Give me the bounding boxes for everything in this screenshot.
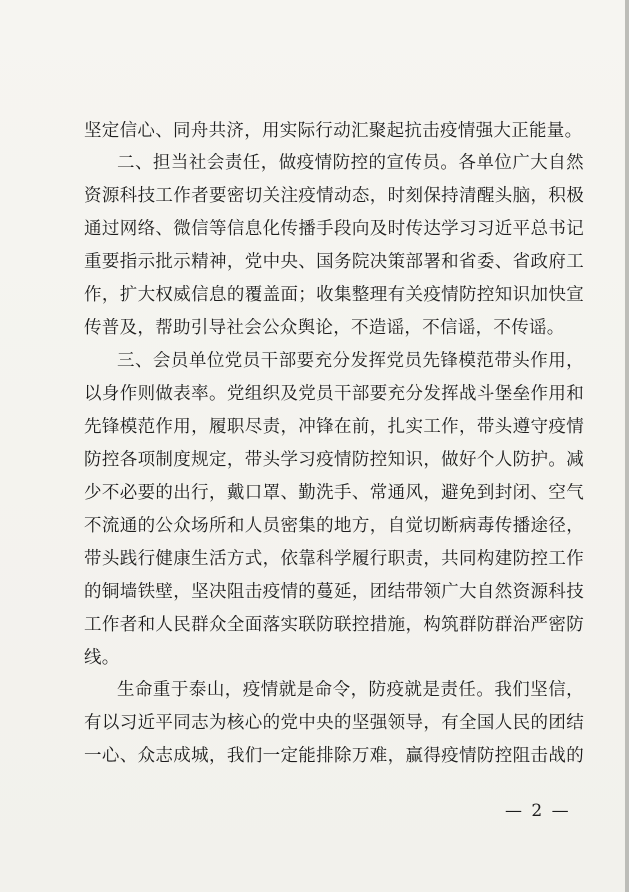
text-line-7: 传普及，帮助引导社会公众舆论，不造谣，不信谣，不传谣。 — [84, 318, 565, 338]
page-number: — 2 — — [505, 801, 571, 821]
text-line-5: 重要指示批示精神，党中央、国务院决策部署和省委、省政府工 — [84, 252, 584, 272]
text-line-11: 防控各项制度规定，带头学习疫情防控知识，做好个人防护。减 — [84, 450, 584, 470]
text-line-17: 线。 — [84, 648, 120, 668]
text-line-19: 有以习近平同志为核心的党中央的坚强领导，有全国人民的团结 — [84, 713, 584, 733]
text-line-12: 少不必要的出行，戴口罩、勤洗手、常通风，避免到封闭、空气 — [84, 483, 584, 503]
text-line-14: 带头践行健康生活方式，依靠科学履行职责，共同构建防控工作 — [84, 549, 584, 569]
text-line-1: 坚定信心、同舟共济，用实际行动汇聚起抗击疫情强大正能量。 — [84, 121, 583, 141]
text-line-2: 二、担当社会责任，做疫情防控的宣传员。各单位广大自然 — [117, 153, 584, 173]
text-line-10: 先锋模范作用，履职尽责，冲锋在前，扎实工作，带头遵守疫情 — [84, 417, 584, 437]
text-line-4: 通过网络、微信等信息化传播手段向及时传达学习习近平总书记 — [84, 219, 584, 239]
text-line-13: 不流通的公众场所和人员密集的地方，自觉切断病毒传播途径， — [84, 516, 584, 536]
text-line-15: 的铜墙铁壁，坚决阻击疫情的蔓延，团结带领广大自然资源科技 — [84, 582, 584, 602]
text-line-8: 三、会员单位党员干部要充分发挥党员先锋模范带头作用， — [117, 351, 584, 371]
text-line-3: 资源科技工作者要密切关注疫情动态，时刻保持清醒头脑，积极 — [84, 186, 584, 206]
text-line-18: 生命重于泰山，疫情就是命令，防疫就是责任。我们坚信， — [117, 680, 584, 700]
text-line-9: 以身作则做表率。党组织及党员干部要充分发挥战斗堡垒作用和 — [84, 384, 584, 404]
text-line-20: 一心、众志成城，我们一定能排除万难，赢得疫情防控阻击战的 — [84, 746, 584, 766]
text-line-16: 工作者和人民群众全面落实联防联控措施，构筑群防群治严密防 — [84, 615, 584, 635]
text-line-6: 作，扩大权威信息的覆盖面；收集整理有关疫情防控知识加快宣 — [84, 285, 584, 305]
scan-edge — [625, 0, 629, 892]
